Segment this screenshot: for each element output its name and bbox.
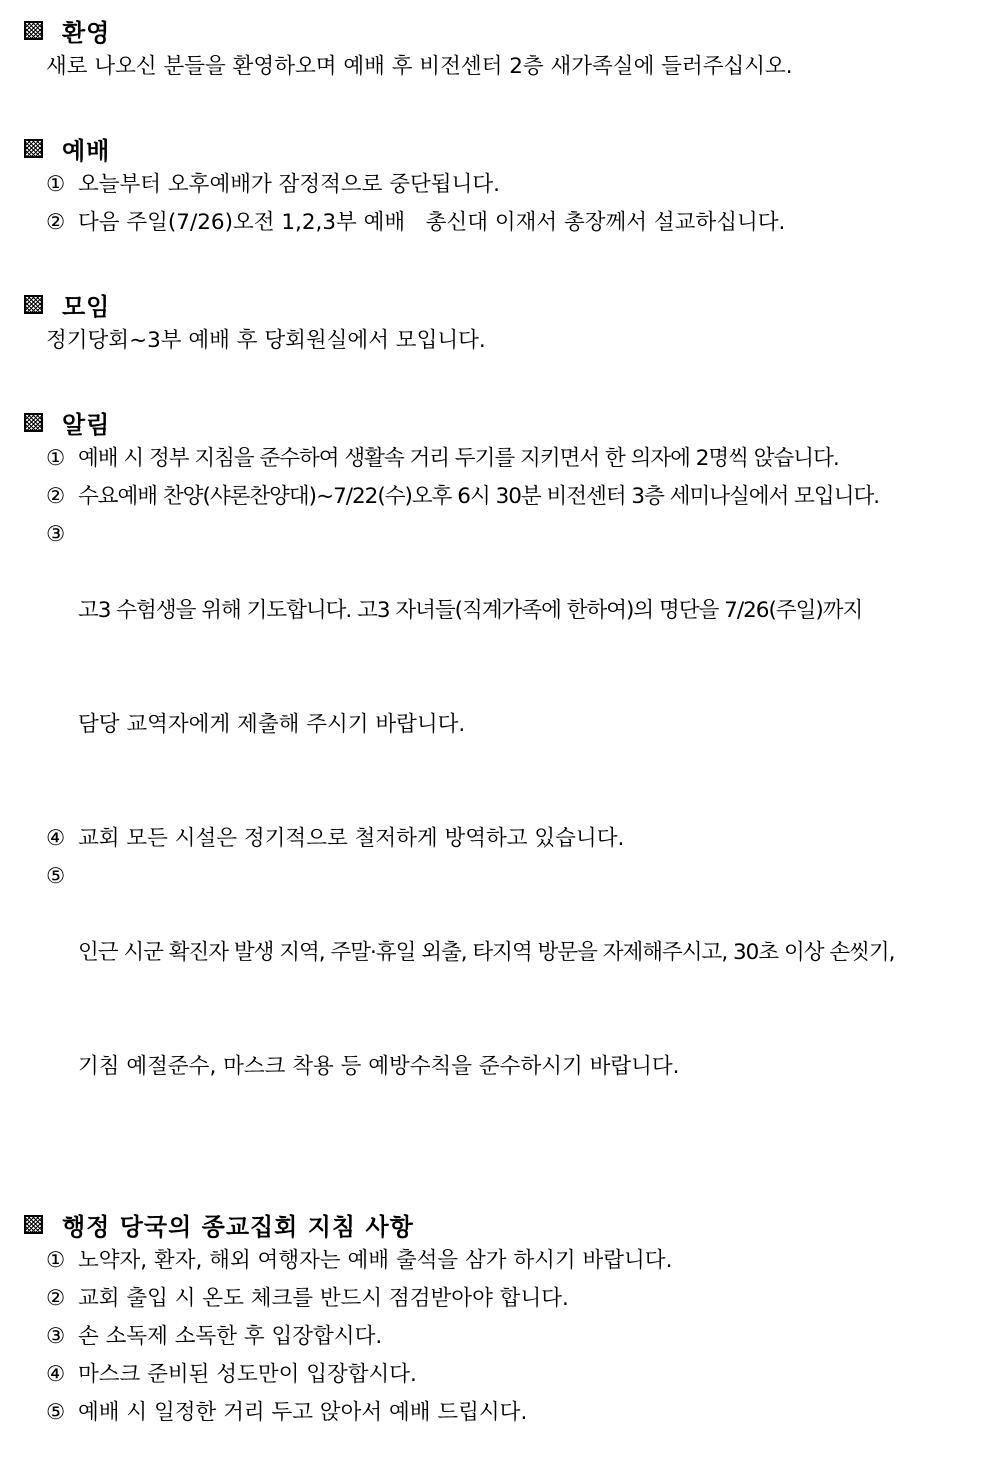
item-text: 교회 모든 시설은 정기적으로 철저하게 방역하고 있습니다. [78, 826, 625, 851]
meeting-section [22, 286, 982, 360]
list-item [22, 1242, 982, 1280]
item-number: ① [46, 446, 66, 471]
item-text-block [78, 858, 982, 1162]
item-text: 예배 시 정부 지침을 준수하여 생활속 거리 두기를 지키면서 한 의자에 2명씩 앉습니다. [78, 446, 839, 471]
list-item [22, 204, 982, 242]
item-text-block [78, 516, 982, 820]
item-number: ⑤ [46, 864, 66, 889]
section-heading [22, 286, 982, 322]
list-item [22, 440, 982, 478]
section-heading [22, 1206, 982, 1242]
item-number: ② [46, 1286, 66, 1311]
item-number: ② [46, 484, 66, 509]
item-text: 오늘부터 오후예배가 잠정적으로 중단됩니다. [78, 172, 500, 197]
item-text: 노약자, 환자, 해외 여행자는 예배 출석을 삼가 하시기 바랍니다. [78, 1248, 673, 1273]
item-number: ② [46, 210, 66, 235]
welcome-title: 환영 [62, 18, 111, 47]
item-text: 수요예배 찬양(샤론찬양대)~7/22(수)오후 6시 30분 비전센터 3층 세미나실에서 모입니다. [78, 484, 880, 509]
list-item [22, 166, 982, 204]
list-item [22, 1394, 982, 1432]
item-number: ③ [46, 1324, 66, 1349]
item-number: ④ [46, 826, 66, 851]
list-item [22, 516, 982, 820]
worship-section [22, 130, 982, 242]
item-text: 예배 시 일정한 거리 두고 앉아서 예배 드립시다. [78, 1400, 528, 1425]
item-text: 교회 출입 시 온도 체크를 반드시 점검받아야 합니다. [78, 1286, 569, 1311]
section-heading [22, 130, 982, 166]
item-text-line: 담당 교역자에게 제출해 주시기 바랍니다. [78, 712, 466, 737]
section-heading [22, 404, 982, 440]
list-item [22, 1318, 982, 1356]
bulletin-page [22, 12, 982, 1476]
item-number: ⑤ [46, 1400, 66, 1425]
item-number: ④ [46, 1362, 66, 1387]
item-text-line: 기침 예절준수, 마스크 착용 등 예방수칙을 준수하시기 바랍니다. [78, 1054, 680, 1079]
item-text-line: 인근 시군 확진자 발생 지역, 주말·휴일 외출, 타지역 방문을 자제해주시고, 30초 이상 손씻기, [78, 940, 895, 965]
item-text: 마스크 준비된 성도만이 입장합시다. [78, 1362, 417, 1387]
welcome-section [22, 12, 982, 86]
notice-title: 알림 [62, 410, 111, 439]
item-number: ① [46, 172, 66, 197]
guidelines-section [22, 1206, 982, 1432]
list-item [22, 820, 982, 858]
checkered-square-icon [24, 1215, 43, 1234]
checkered-square-icon [24, 295, 43, 314]
item-text-line: 고3 수험생을 위해 기도합니다. 고3 자녀들(직계가족에 한하여)의 명단을 7/26(주일)까지 [78, 598, 863, 623]
list-item [22, 1356, 982, 1394]
checkered-square-icon [24, 413, 43, 432]
guidelines-title: 행정 당국의 종교집회 지침 사항 [62, 1212, 414, 1241]
meeting-text: 정기당회~3부 예배 후 당회원실에서 모입니다. [46, 328, 486, 353]
list-item [22, 478, 982, 516]
section-heading [22, 12, 982, 48]
worship-title: 예배 [62, 136, 111, 165]
item-text: 손 소독제 소독한 후 입장합시다. [78, 1324, 383, 1349]
notice-section [22, 404, 982, 1162]
checkered-square-icon [24, 21, 43, 40]
checkered-square-icon [24, 139, 43, 158]
welcome-text: 새로 나오신 분들을 환영하오며 예배 후 비전센터 2층 새가족실에 들러주십시오. [46, 54, 793, 79]
item-number: ① [46, 1248, 66, 1273]
list-item [22, 858, 982, 1162]
item-number: ③ [46, 522, 66, 547]
meeting-title: 모임 [62, 292, 111, 321]
item-text: 다음 주일(7/26)오전 1,2,3부 예배 총신대 이재서 총장께서 설교하십니다. [78, 210, 786, 235]
list-item [22, 1280, 982, 1318]
